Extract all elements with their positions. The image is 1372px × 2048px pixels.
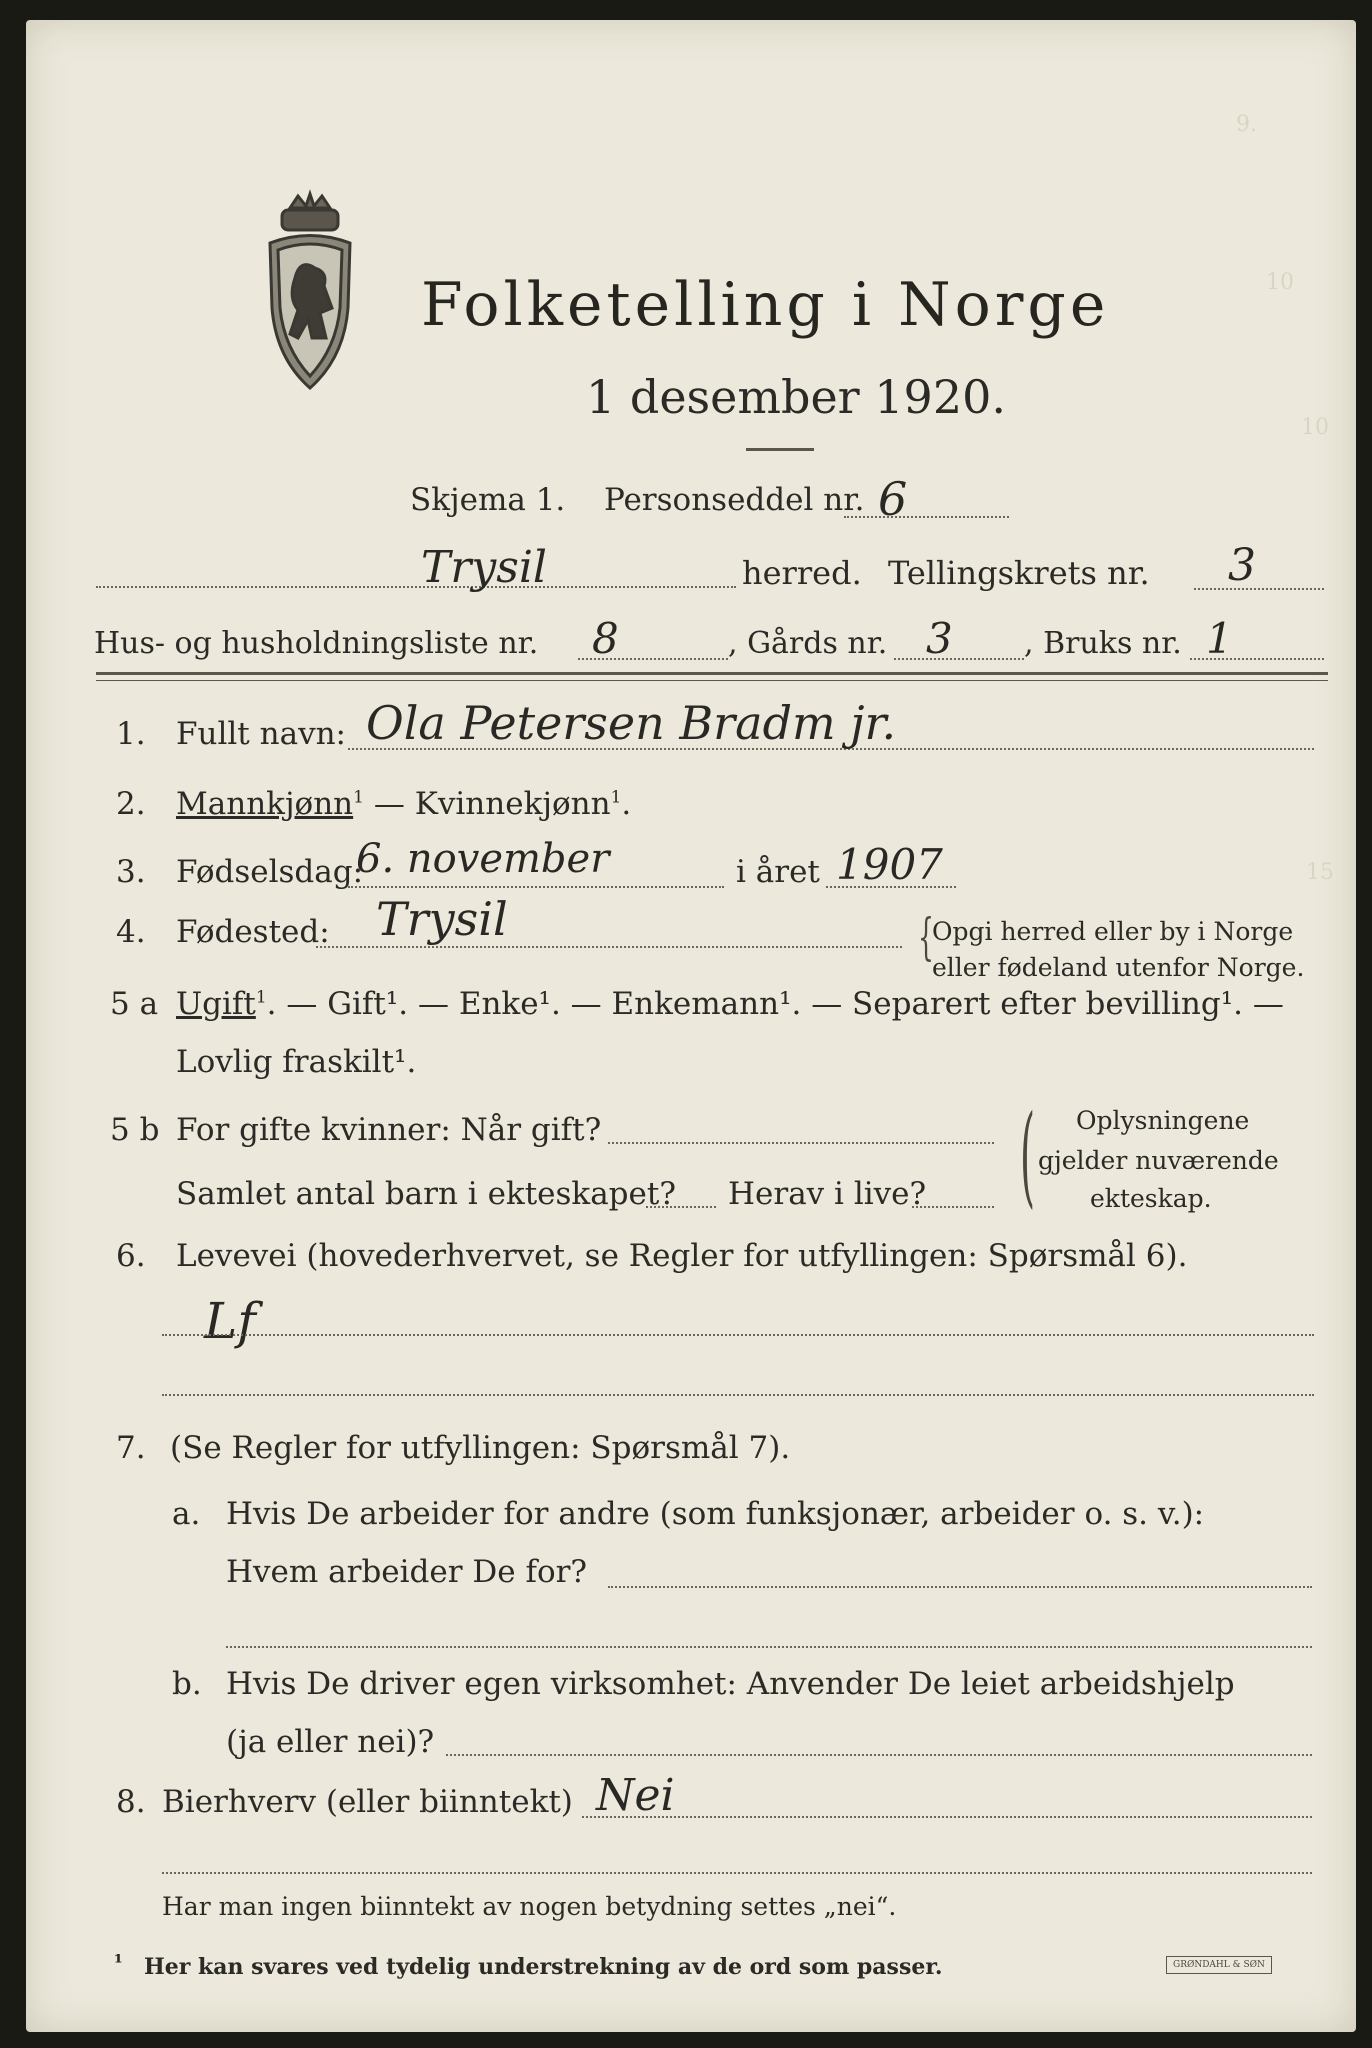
- q3-value: 6. november: [356, 836, 610, 882]
- q4-brace: {: [917, 908, 934, 966]
- q3-year-value: 1907: [836, 840, 943, 889]
- q8-label: Bierhverv (eller biinntekt): [162, 1784, 573, 1820]
- gards-value: 3: [926, 614, 953, 663]
- q1-value: Ola Petersen Bradm jr.: [366, 696, 897, 750]
- census-form-paper: [26, 20, 1356, 2032]
- footer-note: Har man ingen biinntekt av nogen betydning settes „nei“.: [162, 1892, 897, 1921]
- q8-line: [582, 1816, 1312, 1818]
- q1-label: Fullt navn:: [176, 716, 346, 752]
- q6-line1: [162, 1334, 1314, 1336]
- q3-year-label: i året: [736, 854, 820, 890]
- q2-female: Kvinnekjønn: [414, 786, 611, 822]
- q7-label: (Se Regler for utfyllingen: Spørsmål 7).: [170, 1430, 791, 1466]
- q2-options: [176, 786, 631, 822]
- q7a-letter: a.: [172, 1496, 201, 1532]
- q5a-number: 5 a: [110, 986, 159, 1022]
- q2-sep: —: [363, 786, 415, 822]
- q7a-line2: Hvem arbeider De for?: [226, 1554, 588, 1590]
- q4-number: 4.: [116, 914, 146, 950]
- q7b-letter: b.: [172, 1666, 202, 1702]
- q4-note-line2: eller fødeland utenfor Norge.: [932, 953, 1305, 982]
- q3-line: [348, 886, 724, 888]
- q5a-options: [176, 986, 1284, 1022]
- q7-number: 7.: [116, 1430, 146, 1466]
- q5a-rest: . — Gift¹. — Enke¹. — Enkemann¹. — Separert efter bevilling¹. —: [266, 986, 1284, 1022]
- q5b-married-line: [608, 1142, 994, 1144]
- q5b-number: 5 b: [110, 1112, 160, 1148]
- q4-note-line1: Opgi herred eller by i Norge: [932, 917, 1294, 946]
- q5b-line2a: Samlet antal barn i ekteskapet?: [176, 1176, 676, 1212]
- herred-line: [96, 586, 736, 588]
- q5b-line2b: Herav i live?: [728, 1176, 927, 1212]
- bruks-value: 1: [1206, 614, 1233, 663]
- q6-label: Levevei (hovederhvervet, se Regler for utfyllingen: Spørsmål 6).: [176, 1238, 1188, 1274]
- q7a-line: [608, 1586, 1312, 1588]
- tellingskrets-label: Tellingskrets nr.: [888, 554, 1150, 592]
- schema-label: Skjema 1.: [410, 482, 566, 518]
- q4-line: [316, 946, 902, 948]
- q6-number: 6.: [116, 1238, 146, 1274]
- q8-line-extra: [162, 1872, 1312, 1874]
- q5a-line2: Lovlig fraskilt¹.: [176, 1044, 417, 1080]
- q4-label: Fødested:: [176, 914, 330, 950]
- q6-value: Lf: [204, 1292, 256, 1350]
- q6-line2: [162, 1394, 1314, 1396]
- q5b-note-line2: gjelder nuværende: [1038, 1146, 1279, 1175]
- personseddel-line: [844, 516, 1009, 518]
- q7b-line: [446, 1754, 1312, 1756]
- printer-stamp: GRØNDAHL & SØN: [1166, 1956, 1272, 1974]
- q4-value: Trysil: [376, 892, 508, 946]
- q5b-note-line1: Oplysningene: [1076, 1106, 1250, 1135]
- norwegian-lion-crest-icon: [240, 188, 380, 398]
- hus-label: Hus- og husholdningsliste nr.: [94, 626, 539, 661]
- census-date: 1 desember 1920.: [586, 370, 1006, 424]
- q3-number: 3.: [116, 854, 146, 890]
- q7a-line1: Hvis De arbeider for andre (som funksjonær, arbeider o. s. v.):: [226, 1496, 1205, 1532]
- show-through-text: 9.: [1236, 112, 1257, 137]
- footnote-ref: 1: [610, 787, 622, 808]
- personseddel-label: Personseddel nr.: [604, 482, 865, 518]
- q2-number: 2.: [116, 786, 146, 822]
- header-rule-thin: [96, 680, 1328, 681]
- q5b-brace: (: [1019, 1091, 1035, 1219]
- footnote-mark: ¹: [114, 1950, 123, 1974]
- q8-number: 8.: [116, 1784, 146, 1820]
- q7a-line-extra: [226, 1646, 1312, 1648]
- q5b-children-line: [646, 1206, 716, 1208]
- q2-male: Mannkjønn: [176, 786, 354, 822]
- show-through-text: 10: [1266, 270, 1294, 295]
- tellingskrets-value: 3: [1228, 540, 1256, 591]
- personseddel-value: 6: [878, 472, 908, 526]
- q7b-line1: Hvis De driver egen virksomhet: Anvender De leiet arbeidshjelp: [226, 1666, 1235, 1702]
- footnote-text: Her kan svares ved tydelig understrekning av de ord som passer.: [144, 1954, 943, 1980]
- gards-label: , Gårds nr.: [728, 626, 888, 661]
- title-divider: [746, 448, 814, 451]
- tellingskrets-line: [1194, 588, 1324, 590]
- q5b-alive-line: [912, 1206, 994, 1208]
- q2-end: .: [621, 786, 632, 822]
- bruks-label: , Bruks nr.: [1024, 626, 1182, 661]
- gards-line: [894, 658, 1024, 660]
- q5a-ugift: Ugift: [176, 986, 256, 1022]
- q8-value: Nei: [596, 1770, 675, 1821]
- q5b-note-line3: ekteskap.: [1090, 1184, 1212, 1213]
- page-title: Folketelling i Norge: [421, 270, 1110, 340]
- q3-label: Fødselsdag:: [176, 854, 364, 890]
- q5b-line1: For gifte kvinner: Når gift?: [176, 1112, 602, 1148]
- footnote-ref: 1: [353, 787, 364, 808]
- footnote-ref: 1: [255, 987, 267, 1008]
- q7b-line2: (ja eller nei)?: [226, 1724, 435, 1760]
- herred-label: herred.: [742, 554, 862, 592]
- hus-value: 8: [592, 614, 619, 663]
- header-rule: [96, 672, 1328, 675]
- q1-number: 1.: [116, 716, 146, 752]
- show-through-text: 15: [1306, 860, 1334, 885]
- herred-value: Trysil: [421, 542, 547, 593]
- show-through-text: 10: [1301, 415, 1329, 440]
